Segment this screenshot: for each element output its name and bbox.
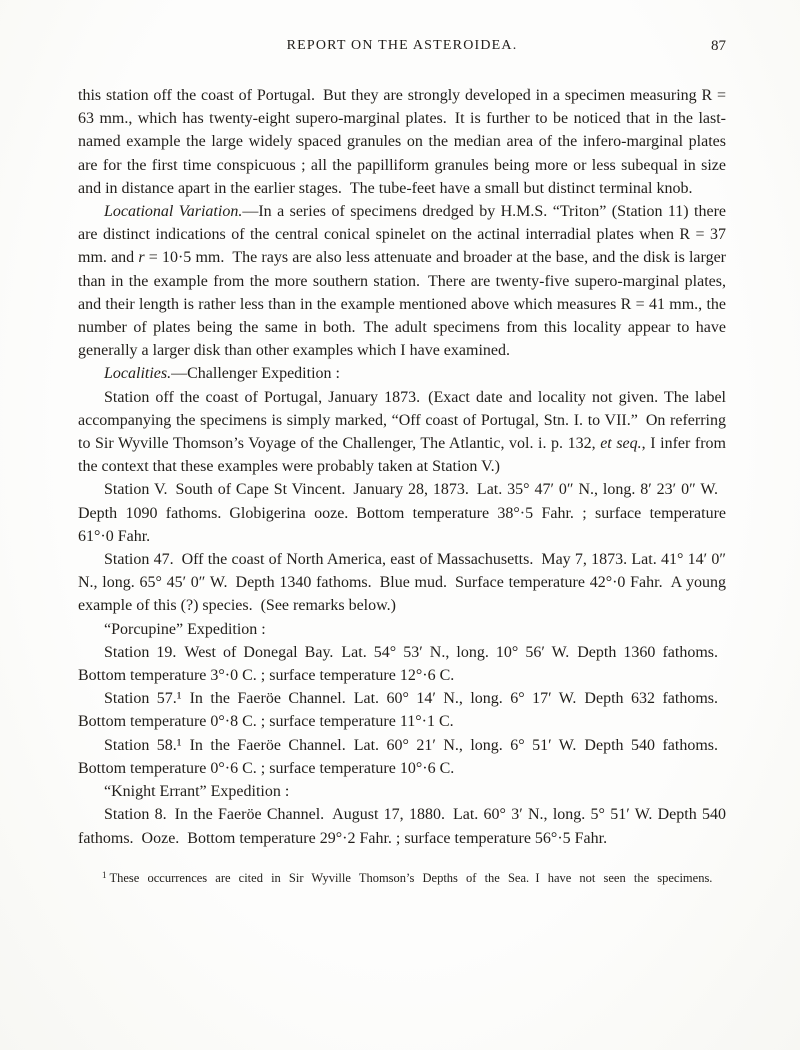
italic-variable-r: r <box>138 249 145 267</box>
paragraph-station-47 <box>78 548 726 618</box>
paragraph-station-portugal <box>78 386 726 479</box>
paragraph-lead-italic: Locational Variation. <box>104 203 243 221</box>
paragraph-text: —Challenger Expedition : <box>171 365 340 383</box>
paragraph-station-58 <box>78 734 726 780</box>
paragraph-text: , I infer from the context that these examples were probably taken at Station V.) <box>78 435 727 476</box>
paragraph-knight-errant-heading <box>78 780 726 803</box>
footnote-marker: 1 <box>102 869 107 880</box>
paragraph-text: = 10·5 mm. The rays are also less attenuate and broader at the base, and the disk is larger than in the example from the more southern station. There are twenty-five supero-marginal plates, and their length is rather less than in the example mentioned above which measures R = 41 mm., the number of plates being the same in both. The adult specimens from this locality appear to have generally a larger disk than other examples which I have examined. <box>78 249 726 360</box>
paragraph-porcupine-heading <box>78 618 726 641</box>
paragraph-text: Station 19. West of Donegal Bay. Lat. 54° 53′ N., long. 10° 56′ W. Depth 1360 fathoms. Bottom temperature 3°·0 C. ; surface temperature 12°·6 C. <box>78 643 726 685</box>
running-title: REPORT ON THE ASTEROIDEA. <box>286 38 518 53</box>
paragraph-station-v <box>78 478 726 548</box>
page-content <box>78 38 726 888</box>
footnote-text: These occurrences are cited in Sir Wyville Thomson’s Depths of the Sea. I have not seen the specimens. <box>109 870 713 885</box>
italic-et-seq: et seq. <box>600 435 642 453</box>
paragraph-text: Station 57.¹ In the Faeröe Channel. Lat. 60° 14′ N., long. 6° 17′ W. Depth 632 fathoms. Bottom temperature 0°·8 C. ; surface temperature 11°·1 C. <box>78 690 726 731</box>
paragraph-text: “Knight Errant” Expedition : <box>104 783 290 801</box>
page-number: 87 <box>711 38 726 54</box>
paragraph-localities-heading <box>78 362 726 385</box>
paragraph-continuation <box>78 84 726 200</box>
paragraph-text: “Porcupine” Expedition : <box>104 620 266 638</box>
paragraph-station-19 <box>78 641 726 687</box>
footnote-paragraph <box>78 865 726 888</box>
paragraph-lead-italic: Localities. <box>104 365 172 383</box>
paragraph-station-57 <box>78 687 726 733</box>
paragraph-text: this station off the coast of Portugal. But they are strongly developed in a specimen measuring R = 63 mm., which has twenty-eight supero-marginal plates. It is further to be noticed that in the last-named example the large widely spaced granules on the median area of the infero-marginal plates are for the first time conspicuous ; all the papilliform granules being more or less subequal in size and in distance apart in the earlier stages. The tube-feet have a small but distinct terminal knob. <box>78 87 726 197</box>
paragraph-text: Station off the coast of Portugal, January 1873. (Exact date and locality not given. The label accompanying the specimens is simply marked, “Off coast of Portugal, Stn. I. to VII.” On referring to Sir Wyville Thomson’s Voyage of the Challenger, The Atlantic, vol. i. p. 132, <box>78 388 726 453</box>
paragraph-text: Station 47. Off the coast of North America, east of Massachusetts. May 7, 1873. Lat. 41° 14′ 0″ N., long. 65° 45′ 0″ W. Depth 1340 fathoms. Blue mud. Surface temperature 42°·0 Fahr. A young example of this (?) species. (See remarks below.) <box>78 551 726 615</box>
body-text <box>78 84 726 850</box>
paragraph-text: —In a series of specimens dredged by H.M.S. “Triton” (Station 11) there are distinct indications of the central conical spinelet on the actinal interradial plates when R = 37 mm. and <box>78 203 726 267</box>
page-header <box>78 38 726 58</box>
footnote <box>78 865 726 888</box>
paragraph-text: Station V. South of Cape St Vincent. January 28, 1873. Lat. 35° 47′ 0″ N., long. 8′ 23′ 0″ W. Depth 1090 fathoms. Globigerina ooze. Bottom temperature 38°·5 Fahr. ; surface temperature 61°·0 Fahr. <box>78 481 726 545</box>
paragraph-text: Station 58.¹ In the Faeröe Channel. Lat. 60° 21′ N., long. 6° 51′ W. Depth 540 fathoms. Bottom temperature 0°·6 C. ; surface temperature 10°·6 C. <box>78 736 726 777</box>
paragraph-station-8 <box>78 803 726 849</box>
paragraph-text: Station 8. In the Faeröe Channel. August 17, 1880. Lat. 60° 3′ N., long. 5° 51′ W. Depth 540 fathoms. Ooze. Bottom temperature 29°·2 Fahr. ; surface temperature 56°·5 Fahr. <box>78 806 726 847</box>
paragraph-locational-variation <box>78 200 726 362</box>
